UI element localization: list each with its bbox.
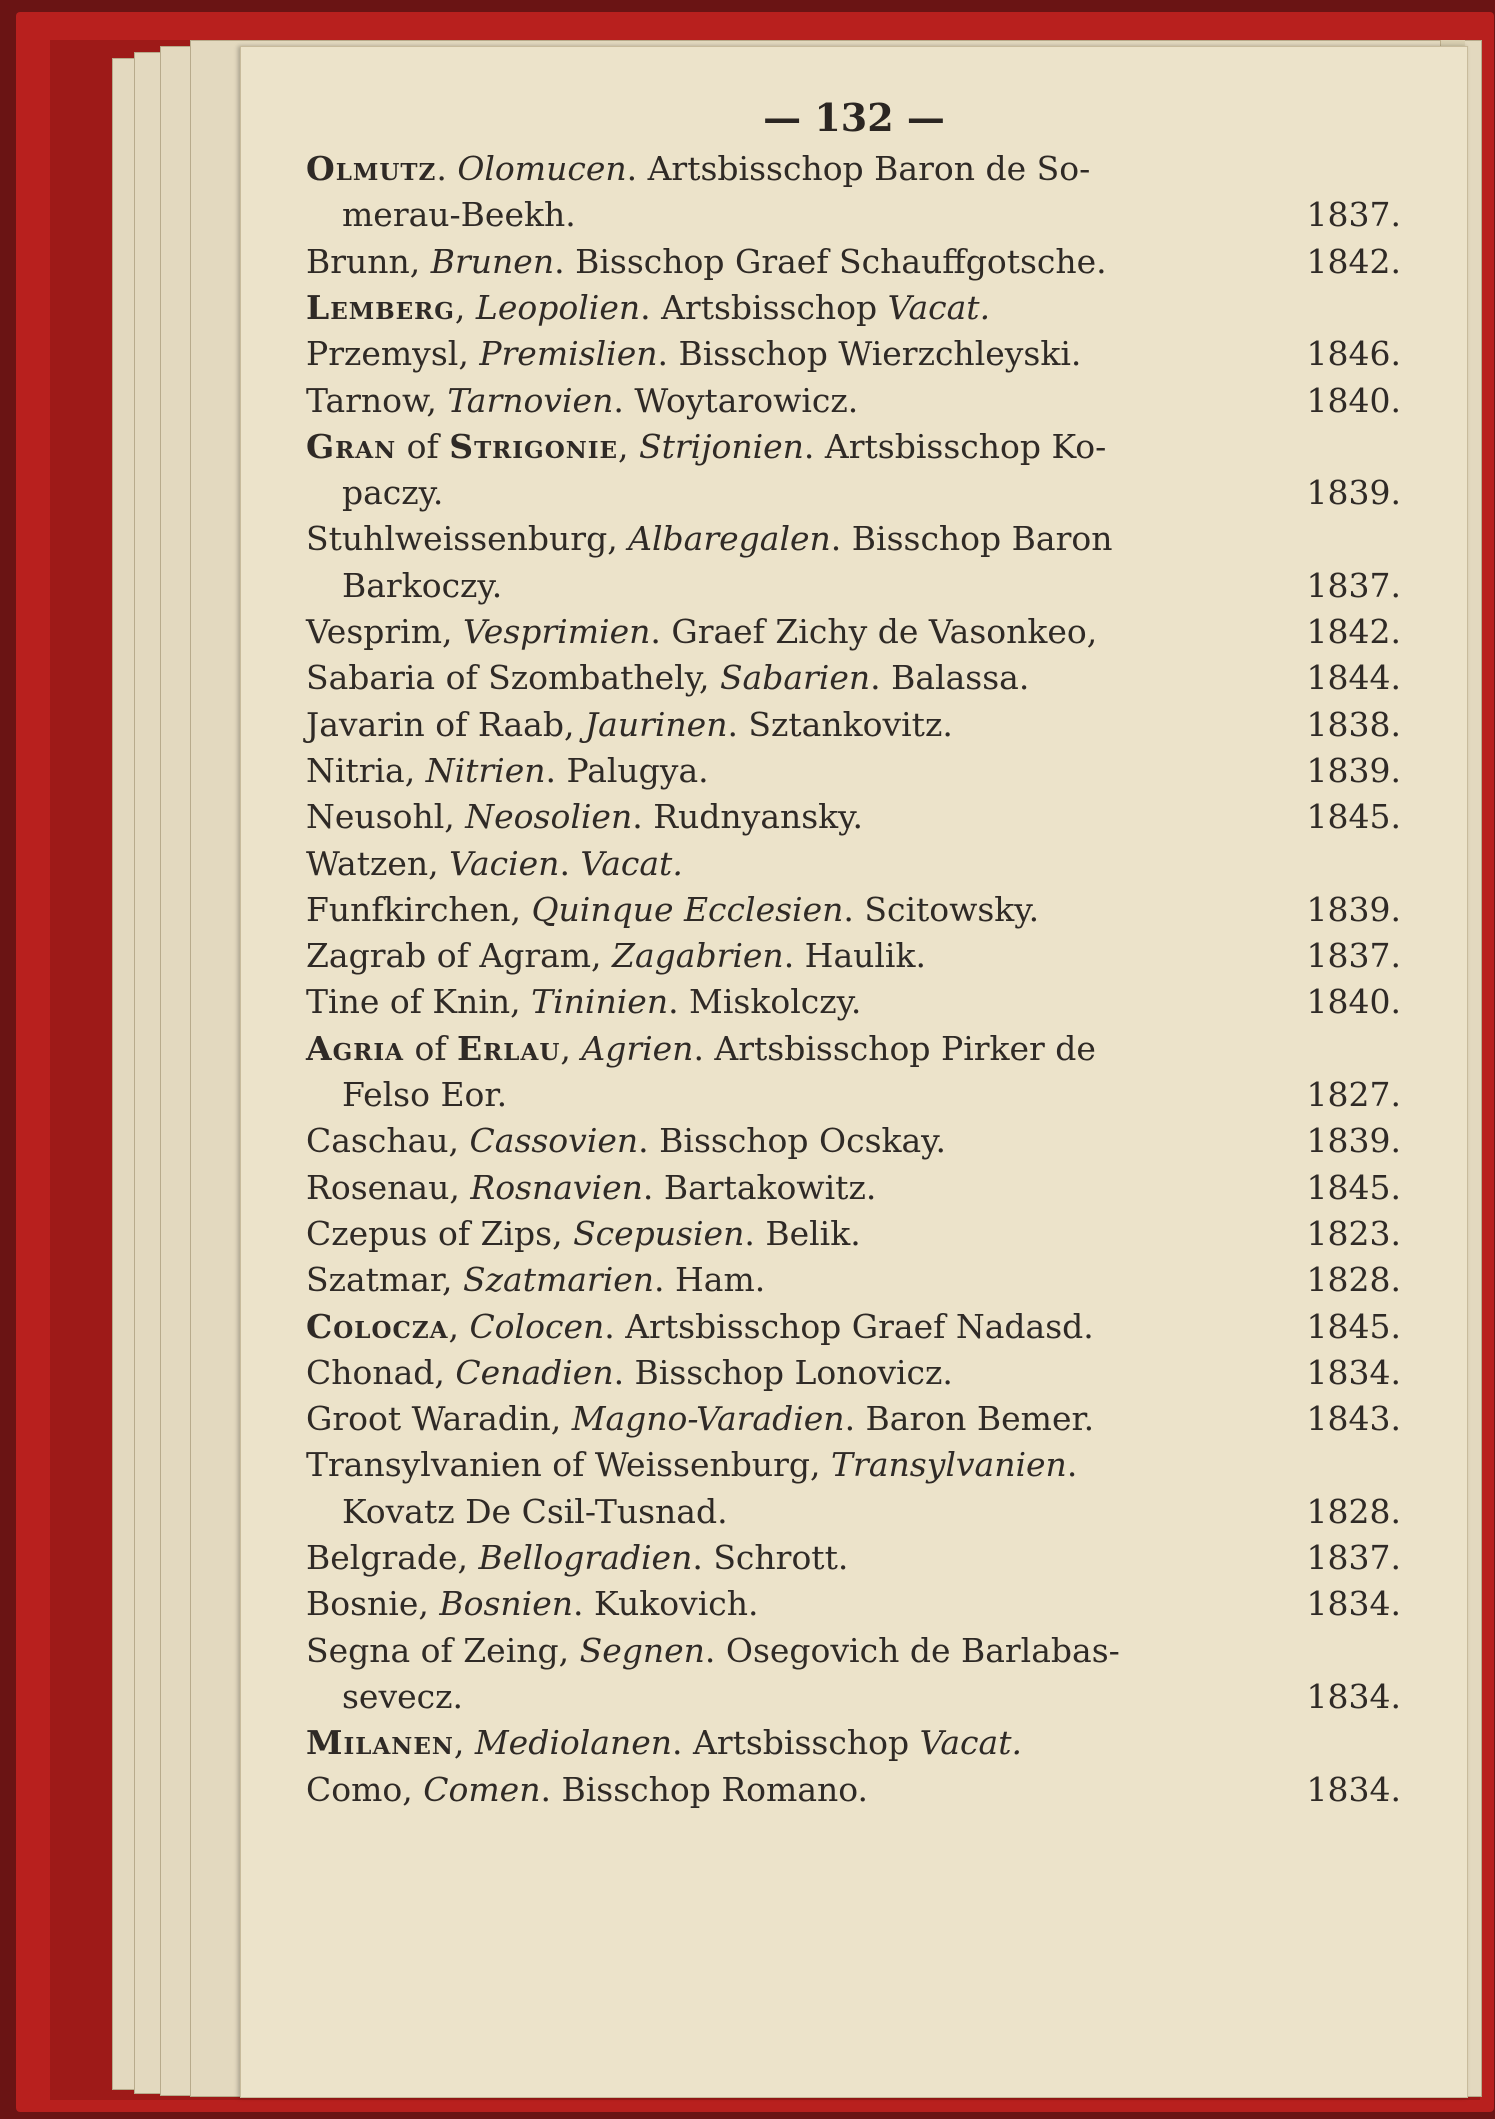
entry-text — [342, 1488, 728, 1536]
entry-text-part: . Baron Bemer. — [844, 1399, 1095, 1439]
entry-text-part: . Kukovich. — [573, 1584, 759, 1624]
entry-text-part: sevecz. — [342, 1676, 463, 1716]
entry-text-part: . Graef Zichy de Vasonkeo, — [650, 612, 1098, 651]
entry-text-part: . Artsbisschop Pirker de — [693, 1028, 1096, 1068]
entry-latin-name: Olomucen — [457, 149, 627, 188]
entry-latin-name: Transylvanien — [831, 1445, 1067, 1485]
entry-text-part: , — [560, 1028, 582, 1068]
entry-text-part: Neusohl, — [306, 797, 466, 837]
entry-latin-name: Cassovien — [469, 1121, 639, 1161]
entry-text-part: Tarnow, — [306, 380, 448, 420]
entry-text-part: . — [436, 149, 458, 188]
entry-latin-name: Vesprimien — [463, 612, 651, 651]
entry-list — [241, 47, 1467, 2097]
entry-year: 1838. — [1306, 704, 1401, 744]
entry-latin-name: Cenadien — [455, 1352, 614, 1392]
entry-latin-name: Agrien — [581, 1028, 694, 1068]
entry-latin-name: Bosnien — [439, 1584, 574, 1624]
entry-year: 1840. — [1306, 380, 1401, 420]
entry-text — [306, 793, 863, 841]
entry-text-part: . Artsbisschop Baron de So- — [626, 149, 1091, 188]
entry-text — [306, 515, 1113, 563]
entry-place-smallcaps: Lemberg — [306, 287, 455, 327]
entry-text-part: . Artsbisschop — [640, 287, 888, 327]
entry-year: 1827. — [1306, 1075, 1401, 1114]
entry-latin-name: Mediolanen — [474, 1723, 673, 1763]
entry-text-part: . Belik. — [744, 1213, 861, 1253]
entry-year: 1844. — [1306, 658, 1401, 698]
entry-latin-name: Vacat. — [887, 287, 991, 327]
list-item — [306, 1256, 1401, 1304]
entry-text-part: Vesprim, — [306, 612, 463, 651]
entry-year: 1839. — [1306, 889, 1401, 929]
entry-text — [306, 145, 1090, 193]
list-item — [306, 886, 1401, 934]
entry-year: 1834. — [1306, 1352, 1401, 1392]
list-item — [306, 1673, 1401, 1721]
entry-text-part: of — [403, 1028, 458, 1068]
entry-text-part: Caschau, — [306, 1121, 470, 1161]
entry-year: 1823. — [1306, 1213, 1401, 1253]
entry-latin-name: Vacat. — [580, 843, 683, 883]
entry-year: 1846. — [1306, 334, 1401, 374]
entry-year: 1839. — [1306, 1121, 1401, 1161]
list-item — [306, 330, 1401, 378]
entry-text-part: . Haulik. — [783, 936, 926, 976]
entry-place-smallcaps: Agria — [306, 1028, 404, 1068]
entry-text — [306, 978, 861, 1026]
entry-latin-name: Neosolien — [465, 797, 633, 837]
book-page — [240, 46, 1468, 2098]
list-item — [306, 1627, 1401, 1675]
entry-text-part: . Artsbisschop Ko- — [803, 426, 1107, 466]
entry-text-part: . Sztankovitz. — [727, 704, 953, 744]
entry-text-part: . Rudnyansky. — [632, 797, 863, 837]
entry-text — [306, 608, 1097, 656]
entry-text-part: . Palugya. — [545, 750, 709, 790]
entry-text-part: , — [448, 1306, 470, 1346]
list-item — [306, 1210, 1401, 1258]
list-item — [306, 1488, 1401, 1536]
list-item — [306, 1025, 1401, 1073]
entry-year: 1834. — [1306, 1584, 1401, 1624]
entry-text — [306, 747, 709, 795]
entry-text — [306, 1303, 1094, 1351]
entry-latin-name: Premislien — [479, 334, 658, 374]
entry-text-part: . Balassa. — [870, 658, 1030, 698]
entry-text — [306, 1395, 1094, 1443]
list-item — [306, 1534, 1401, 1582]
list-item — [306, 608, 1401, 656]
entry-text-part: . Ham. — [654, 1260, 766, 1300]
entry-place-smallcaps: Strigonie — [449, 426, 619, 466]
entry-text — [306, 238, 1107, 286]
entry-text-part: Kovatz De Csil-Tusnad. — [342, 1491, 728, 1531]
entry-latin-name: Colocen — [469, 1306, 605, 1346]
entry-text-part: . Bisschop Graef Schauffgotsche. — [554, 241, 1107, 281]
list-item — [306, 284, 1401, 332]
entry-latin-name: Tarnovien — [447, 380, 614, 420]
list-item — [306, 1395, 1401, 1443]
entry-text — [306, 284, 990, 332]
entry-text — [342, 562, 502, 610]
entry-text-part: Stuhlweissenburg, — [306, 519, 629, 559]
entry-year: 1843. — [1306, 1399, 1401, 1439]
entry-text-part: Brunn, — [306, 241, 431, 281]
entry-text-part: Groot Waradin, — [306, 1399, 572, 1439]
entry-latin-name: Nitrien — [425, 750, 546, 790]
entry-place-smallcaps: Milanen — [306, 1723, 454, 1763]
list-item — [306, 191, 1401, 239]
list-item — [306, 145, 1401, 193]
entry-text — [306, 932, 926, 980]
entry-latin-name: Vacien — [449, 843, 560, 883]
entry-text-part: . Schrott. — [692, 1538, 849, 1577]
entry-year: 1828. — [1306, 1491, 1401, 1531]
entry-text — [306, 377, 858, 425]
entry-text — [306, 1719, 1022, 1767]
list-item — [306, 562, 1401, 610]
entry-text-part: Bosnie, — [306, 1584, 440, 1624]
entry-text — [306, 1025, 1096, 1073]
entry-text-part: . — [559, 843, 581, 883]
entry-text — [306, 1766, 868, 1814]
entry-text-part: Czepus of Zips, — [306, 1213, 574, 1253]
entry-text-part: Szatmar, — [306, 1260, 464, 1300]
page-number: — 132 — — [763, 95, 945, 140]
entry-text-part: Sabaria of Szombathely, — [306, 658, 720, 698]
entry-text-part: . Scitowsky. — [843, 889, 1040, 929]
entry-year: 1837. — [1306, 936, 1401, 976]
entry-text-part: , — [454, 287, 476, 327]
entry-text-part: merau-Beekh. — [342, 195, 576, 235]
entry-text — [306, 423, 1106, 471]
entry-text — [306, 1441, 1077, 1489]
entry-text — [306, 840, 683, 888]
entry-year: 1837. — [1306, 1538, 1401, 1577]
entry-latin-name: Leopolien — [475, 287, 641, 327]
entry-latin-name: Magno-Varadien — [571, 1399, 845, 1439]
entry-year: 1842. — [1306, 241, 1401, 281]
entry-year: 1839. — [1306, 750, 1401, 790]
entry-text — [306, 1627, 1120, 1675]
entry-text-part: Nitria, — [306, 750, 426, 790]
entry-year: 1834. — [1306, 1769, 1401, 1809]
list-item — [306, 978, 1401, 1026]
entry-text-part: Transylvanien of Weissenburg, — [306, 1445, 832, 1485]
entry-text-part: Javarin of Raab, — [306, 704, 585, 744]
entry-text-part: , — [453, 1723, 475, 1763]
entry-text-part: Zagrab of Agram, — [306, 936, 613, 976]
entry-text — [306, 1580, 758, 1628]
entry-text — [342, 469, 443, 517]
entry-text-part: . Bisschop Wierzchleyski. — [657, 334, 1082, 374]
entry-text-part: , — [618, 426, 640, 466]
list-item — [306, 1071, 1401, 1119]
entry-year: 1845. — [1306, 1167, 1401, 1207]
entry-text — [342, 1673, 463, 1721]
entry-year: 1837. — [1306, 565, 1401, 605]
entry-text-part: Chonad, — [306, 1352, 456, 1392]
entry-text — [306, 1117, 946, 1165]
entry-place-smallcaps: Colocza — [306, 1306, 449, 1346]
entry-text — [306, 1210, 861, 1258]
entry-latin-name: Scepusien — [573, 1213, 745, 1253]
entry-latin-name: Bellogradien — [478, 1538, 693, 1577]
entry-latin-name: Comen — [423, 1769, 541, 1809]
entry-year: 1834. — [1306, 1676, 1401, 1716]
entry-text — [306, 330, 1081, 378]
entry-text-part: Watzen, — [306, 843, 450, 883]
list-item — [306, 1349, 1401, 1397]
list-item — [306, 377, 1401, 425]
entry-latin-name: Vacat. — [919, 1723, 1022, 1763]
entry-text — [342, 191, 576, 239]
entry-text-part: Funfkirchen, — [306, 889, 532, 929]
entry-text-part: Tine of Knin, — [306, 982, 532, 1022]
entry-latin-name: Zagabrien — [612, 936, 784, 976]
entry-text — [306, 1349, 953, 1397]
list-item — [306, 423, 1401, 471]
entry-latin-name: Albaregalen — [628, 519, 831, 559]
entry-text-part: . Woytarowicz. — [613, 380, 859, 420]
list-item — [306, 238, 1401, 286]
list-item — [306, 654, 1401, 702]
entry-place-smallcaps: Gran — [306, 426, 397, 466]
entry-text-part: Rosenau, — [306, 1167, 471, 1207]
entry-year: 1837. — [1306, 195, 1401, 235]
entry-text — [306, 654, 1029, 702]
entry-text-part: . Bisschop Ocskay. — [638, 1121, 946, 1161]
entry-text-part: . Miskolczy. — [668, 982, 862, 1022]
entry-latin-name: Szatmarien — [463, 1260, 655, 1300]
list-item — [306, 1117, 1401, 1165]
entry-text-part: . Artsbisschop Graef Nadasd. — [604, 1306, 1094, 1346]
entry-place-smallcaps: Olmutz — [306, 149, 437, 188]
list-item — [306, 1766, 1401, 1814]
entry-text-part: . Bisschop Baron — [830, 519, 1113, 559]
entry-text-part: Belgrade, — [306, 1538, 479, 1577]
entry-text — [306, 1534, 848, 1582]
entry-latin-name: Tininien — [531, 982, 669, 1022]
list-item — [306, 1303, 1401, 1351]
entry-latin-name: Brunen — [430, 241, 555, 281]
entry-text-part: . Bartakowitz. — [642, 1167, 877, 1207]
entry-text-part: . Bisschop Romano. — [540, 1769, 869, 1809]
entry-year: 1845. — [1306, 797, 1401, 837]
entry-text-part: . — [1066, 1445, 1078, 1485]
entry-year: 1842. — [1306, 612, 1401, 651]
entry-text-part: paczy. — [342, 473, 444, 513]
entry-text-part: Segna of Zeing, — [306, 1630, 580, 1670]
list-item — [306, 1164, 1401, 1212]
entry-text-part: . Artsbisschop — [672, 1723, 920, 1763]
entry-text-part: Barkoczy. — [342, 565, 503, 605]
entry-year: 1839. — [1306, 473, 1401, 513]
entry-text — [306, 701, 953, 749]
list-item — [306, 747, 1401, 795]
entry-text — [342, 1071, 507, 1119]
list-item — [306, 701, 1401, 749]
entry-text — [306, 1164, 876, 1212]
entry-text — [306, 1256, 765, 1304]
entry-text-part: Felso Eor. — [342, 1075, 508, 1114]
list-item — [306, 515, 1401, 563]
entry-latin-name: Segnen — [579, 1630, 705, 1670]
list-item — [306, 469, 1401, 517]
entry-text-part: . Osegovich de Barlabas- — [704, 1630, 1120, 1670]
entry-text-part: Przemysl, — [306, 334, 480, 374]
entry-latin-name: Sabarien — [719, 658, 871, 698]
entry-text-part: of — [396, 426, 450, 466]
entry-year: 1840. — [1306, 982, 1401, 1022]
entry-text-part: Como, — [306, 1769, 424, 1809]
entry-text-part: . Bisschop Lonovicz. — [613, 1352, 953, 1392]
entry-latin-name: Jaurinen — [584, 704, 728, 744]
entry-year: 1845. — [1306, 1306, 1401, 1346]
entry-latin-name: Quinque Ecclesien — [531, 889, 844, 929]
list-item — [306, 1441, 1401, 1489]
list-item — [306, 932, 1401, 980]
list-item — [306, 1580, 1401, 1628]
entry-latin-name: Rosnavien — [470, 1167, 643, 1207]
entry-year: 1828. — [1306, 1260, 1401, 1300]
entry-latin-name: Strijonien — [639, 426, 804, 466]
list-item — [306, 793, 1401, 841]
list-item — [306, 1719, 1401, 1767]
list-item — [306, 840, 1401, 888]
entry-text — [306, 886, 1039, 934]
entry-place-smallcaps: Erlau — [457, 1028, 561, 1068]
